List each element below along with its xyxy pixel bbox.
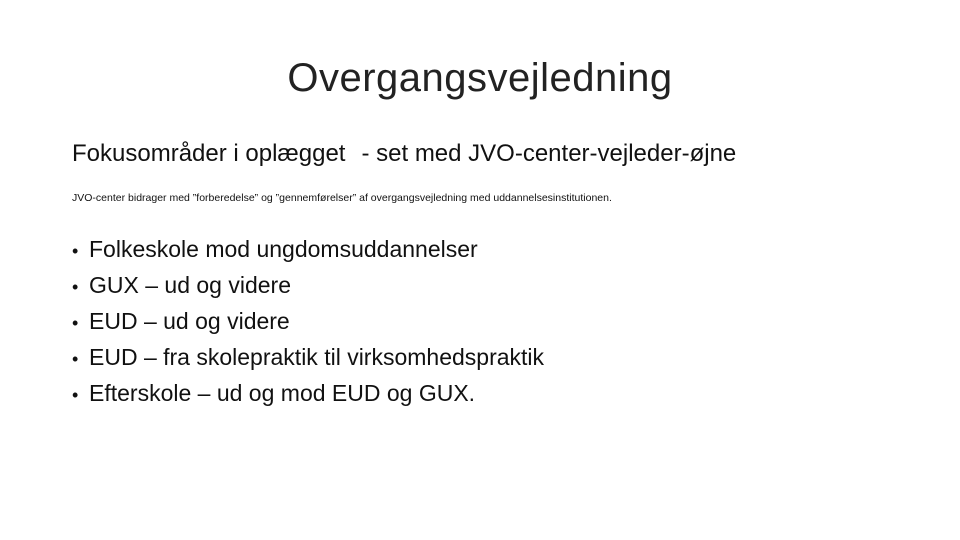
bullet-list — [72, 232, 544, 412]
slide-title: Overgangsvejledning — [287, 56, 673, 100]
bullet-dot-icon: • — [72, 385, 79, 405]
list-item-text: EUD – ud og videre — [89, 308, 290, 334]
list-item-text: Folkeskole mod ungdomsuddannelser — [89, 236, 478, 262]
subtitle-main: Fokusområder i oplægget — [72, 140, 346, 167]
list-item-text: GUX – ud og videre — [89, 272, 292, 298]
slide-subtitle — [72, 140, 736, 168]
list-item — [72, 232, 544, 268]
list-item-text: Efterskole – ud og mod EUD og GUX. — [89, 380, 476, 406]
bullet-dot-icon: • — [72, 241, 79, 261]
bullet-dot-icon: • — [72, 313, 79, 333]
list-item-text: EUD – fra skolepraktik til virksomhedspraktik — [89, 344, 545, 370]
bullet-dot-icon: • — [72, 277, 79, 297]
list-item — [72, 268, 544, 304]
slide-note: JVO-center bidrager med ”forberedelse” og ”gennemførelser” af overgangsvejledning med uddannelsesinstitutionen. — [72, 192, 612, 204]
list-item — [72, 304, 544, 340]
subtitle-suffix: - set med JVO-center-vejleder-øjne — [361, 140, 737, 167]
list-item — [72, 340, 544, 376]
bullet-dot-icon: • — [72, 349, 79, 369]
list-item — [72, 376, 544, 412]
